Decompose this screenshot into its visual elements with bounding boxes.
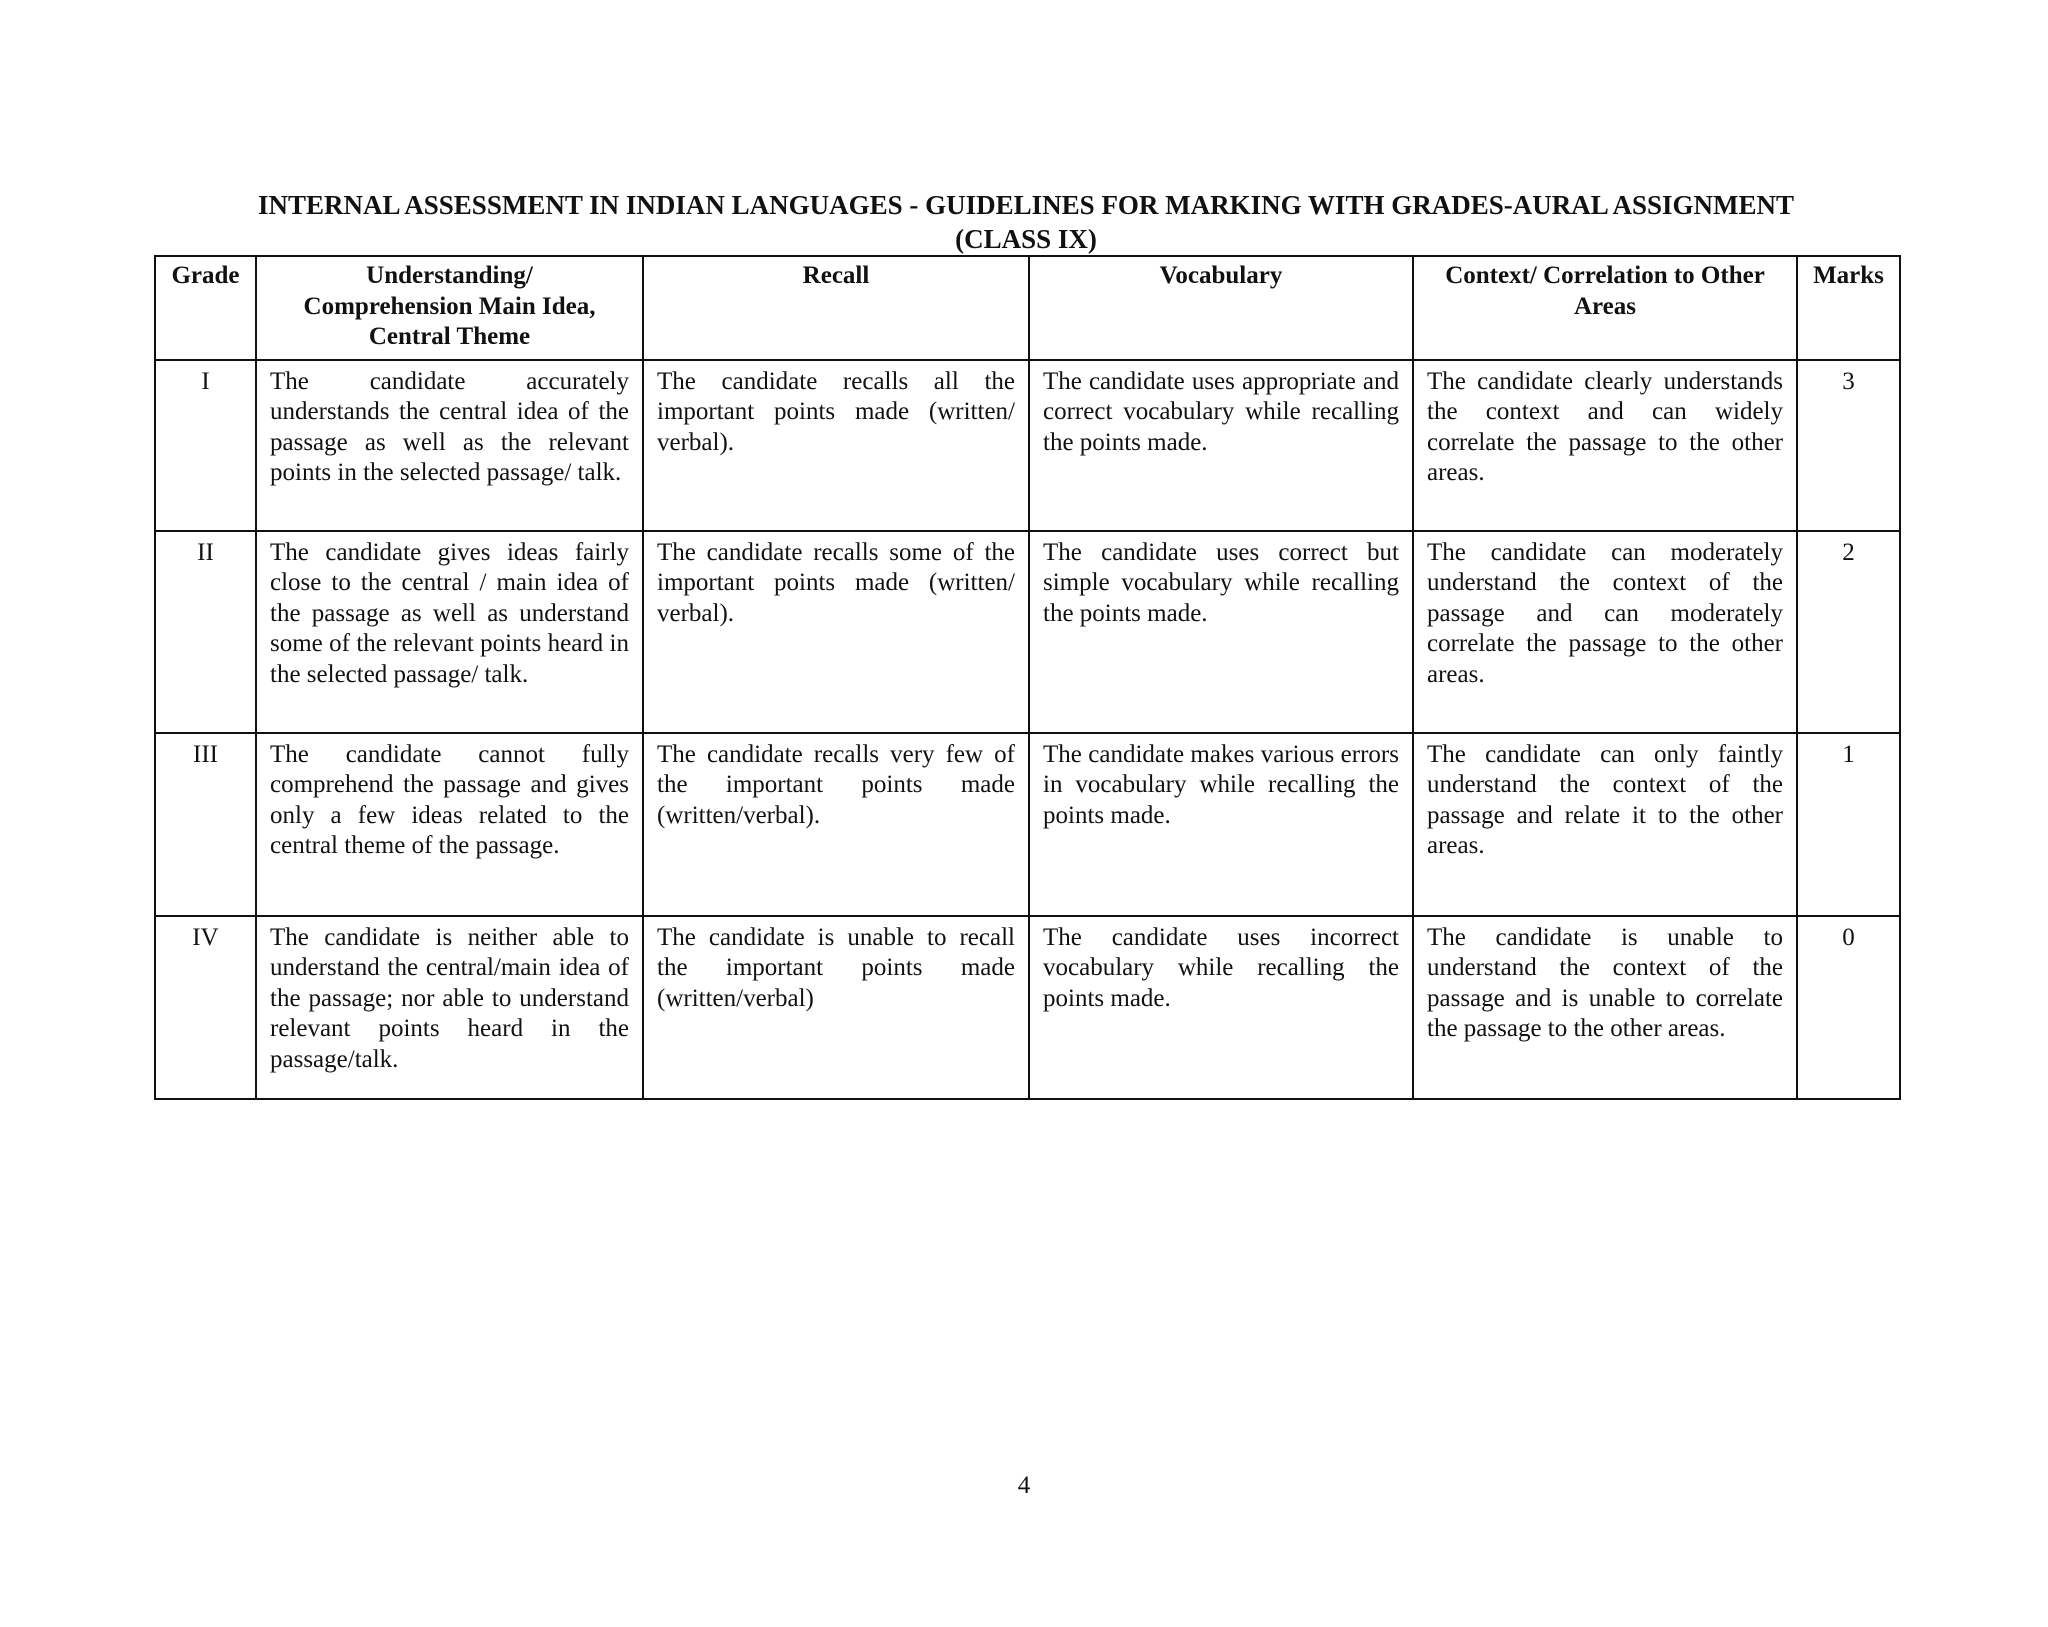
cell-context: The candidate clearly understands the context and can widely correlate the passage to the other areas. [1413, 360, 1797, 531]
cell-understanding: The candidate is neither able to understand the central/main idea of the passage; nor able to understand relevant points heard in the passage/talk. [256, 916, 643, 1099]
header-context-line-1: Context/ Correlation to Other [1445, 262, 1765, 289]
cell-context: The candidate can moderately understand the context of the passage and can moderately correlate the passage to the other areas. [1413, 531, 1797, 733]
cell-recall: The candidate is unable to recall the important points made (written/verbal) [643, 916, 1029, 1099]
title-line-1: INTERNAL ASSESSMENT IN INDIAN LANGUAGES - GUIDELINES FOR MARKING WITH GRADES-AURAL ASSIGNMENT [257, 190, 1795, 220]
cell-understanding: The candidate cannot fully comprehend the passage and gives only a few ideas related to the central theme of the passage. [256, 733, 643, 916]
header-recall: Recall [643, 256, 1029, 360]
table-row [155, 916, 1900, 1099]
cell-grade: IV [155, 916, 256, 1099]
cell-vocabulary: The candidate uses correct but simple vocabulary while recalling the points made. [1029, 531, 1413, 733]
header-understanding-line-1: Understanding/ [366, 262, 533, 289]
table-row [155, 360, 1900, 531]
grading-rubric-table [154, 255, 1901, 1100]
header-understanding-line-2: Comprehension Main Idea, [303, 292, 596, 320]
title-line-2: (CLASS IX) [955, 224, 1097, 254]
header-understanding [256, 256, 643, 360]
header-context-line-2: Areas [1573, 292, 1637, 320]
cell-recall: The candidate recalls all the important points made (written/ verbal). [643, 360, 1029, 531]
cell-marks: 3 [1797, 360, 1900, 531]
cell-grade: I [155, 360, 256, 531]
header-understanding-line-3: Central Theme [368, 323, 531, 350]
table-row [155, 733, 1900, 916]
cell-understanding: The candidate gives ideas fairly close to the central / main idea of the passage as well as understand some of the relevant points heard in the selected passage/ talk. [256, 531, 643, 733]
cell-grade: III [155, 733, 256, 916]
header-grade: Grade [155, 256, 256, 360]
cell-understanding: The candidate accurately understands the central idea of the passage as well as the relevant points in the selected passage/ talk. [256, 360, 643, 531]
cell-vocabulary: The candidate uses appropriate and correct vocabulary while recalling the points made. [1029, 360, 1413, 531]
header-marks: Marks [1797, 256, 1900, 360]
table-row [155, 531, 1900, 733]
cell-context: The candidate can only faintly understand the context of the passage and relate it to the other areas. [1413, 733, 1797, 916]
cell-vocabulary: The candidate uses incorrect vocabulary while recalling the points made. [1029, 916, 1413, 1099]
cell-marks: 2 [1797, 531, 1900, 733]
cell-marks: 1 [1797, 733, 1900, 916]
header-vocabulary: Vocabulary [1029, 256, 1413, 360]
cell-recall: The candidate recalls very few of the important points made (written/verbal). [643, 733, 1029, 916]
page-title [154, 188, 1898, 256]
page-number: 4 [1017, 1472, 1031, 1499]
cell-vocabulary: The candidate makes various errors in vocabulary while recalling the points made. [1029, 733, 1413, 916]
cell-context: The candidate is unable to understand the context of the passage and is unable to correlate the passage to the other areas. [1413, 916, 1797, 1099]
cell-recall: The candidate recalls some of the important points made (written/ verbal). [643, 531, 1029, 733]
cell-grade: II [155, 531, 256, 733]
table-header-row [155, 256, 1900, 360]
cell-marks: 0 [1797, 916, 1900, 1099]
header-context [1413, 256, 1797, 360]
